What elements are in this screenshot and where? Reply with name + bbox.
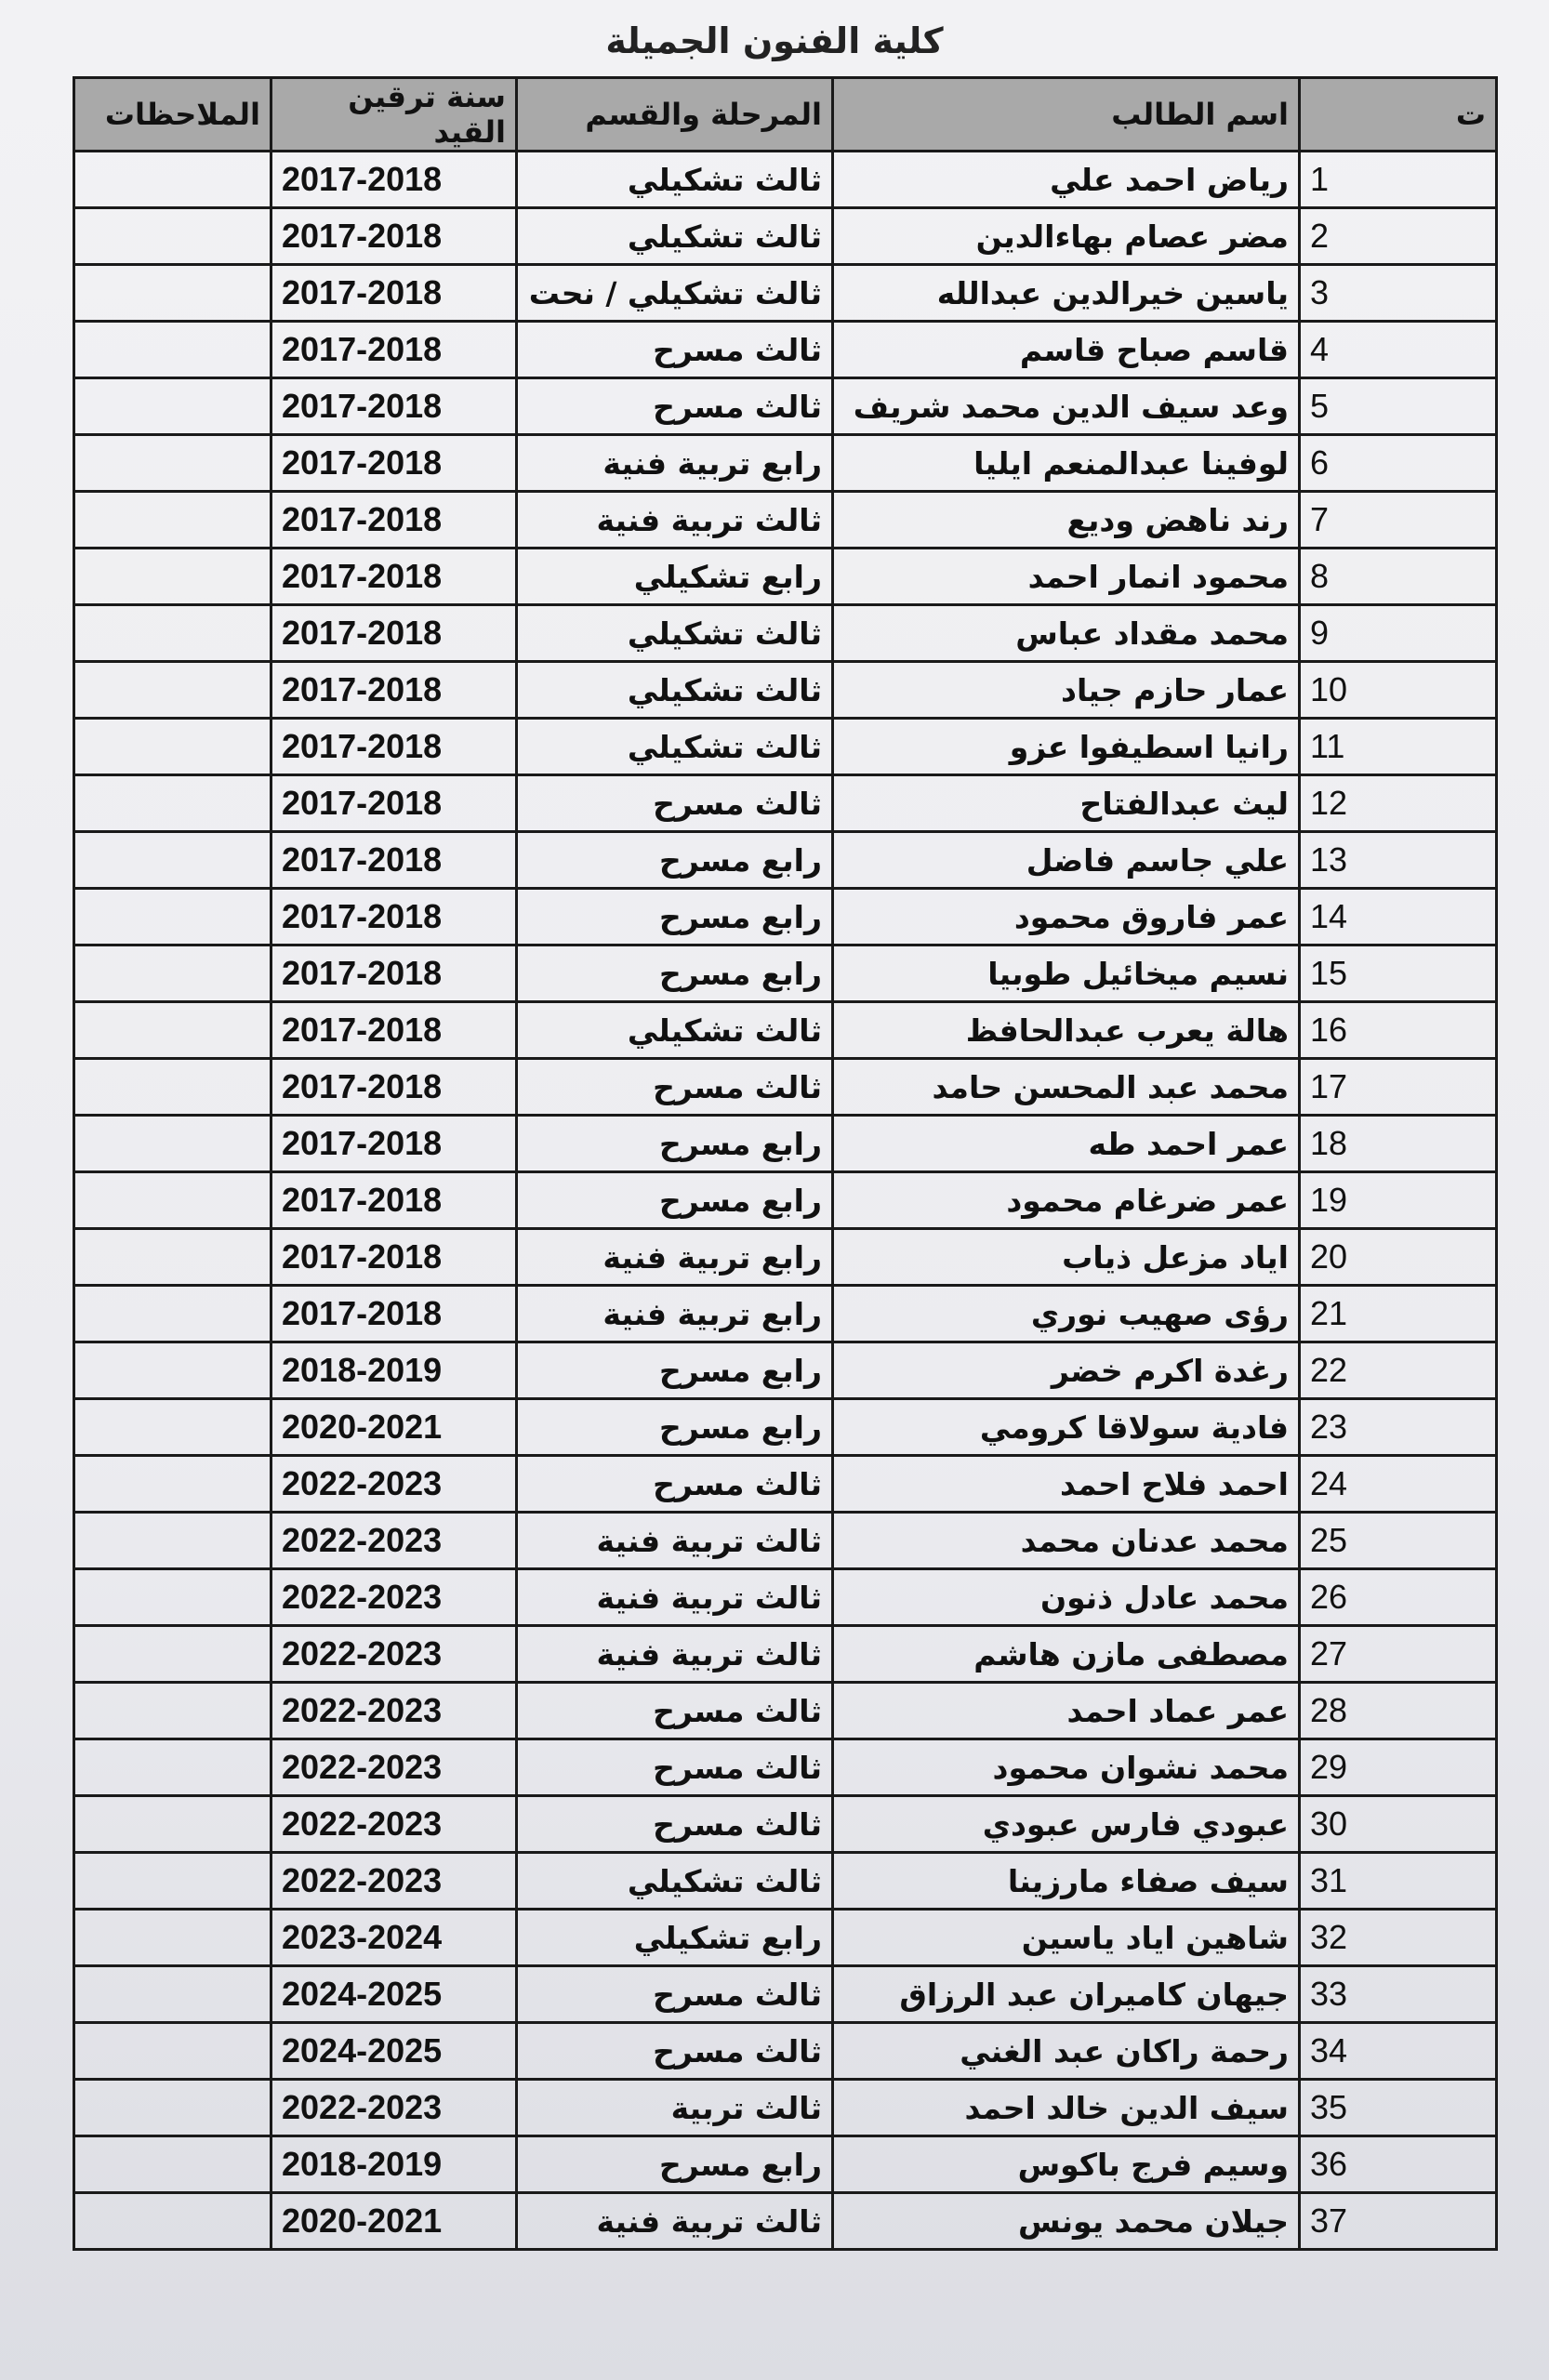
cell-name: مضر عصام بهاءالدين: [833, 208, 1300, 265]
cell-year: 2017-2018: [271, 775, 517, 832]
header-stage: المرحلة والقسم: [517, 78, 833, 152]
cell-stage: ثالث تشكيلي: [517, 662, 833, 719]
cell-num: 5: [1300, 378, 1497, 435]
cell-year: 2018-2019: [271, 1342, 517, 1399]
table-row: [74, 1229, 1497, 1286]
cell-name: مصطفى مازن هاشم: [833, 1626, 1300, 1683]
cell-name: وسيم فرج باكوس: [833, 2136, 1300, 2193]
cell-name: عمر احمد طه: [833, 1116, 1300, 1172]
cell-year: 2017-2018: [271, 605, 517, 662]
cell-notes: [74, 662, 271, 719]
cell-notes: [74, 889, 271, 945]
cell-num: 13: [1300, 832, 1497, 889]
cell-name: جيهان كاميران عبد الرزاق: [833, 1966, 1300, 2023]
cell-year: 2017-2018: [271, 1059, 517, 1116]
table-row: [74, 605, 1497, 662]
cell-name: محمد مقداد عباس: [833, 605, 1300, 662]
cell-name: لوفينا عبدالمنعم ايليا: [833, 435, 1300, 492]
table-row: [74, 775, 1497, 832]
cell-stage: رابع مسرح: [517, 1342, 833, 1399]
cell-notes: [74, 1229, 271, 1286]
table-row: [74, 1116, 1497, 1172]
cell-notes: [74, 208, 271, 265]
cell-notes: [74, 2023, 271, 2080]
cell-notes: [74, 1399, 271, 1456]
cell-notes: [74, 832, 271, 889]
cell-num: 8: [1300, 549, 1497, 605]
table-row: [74, 1853, 1497, 1910]
cell-notes: [74, 1002, 271, 1059]
cell-num: 31: [1300, 1853, 1497, 1910]
cell-num: 35: [1300, 2080, 1497, 2136]
table-row: [74, 2080, 1497, 2136]
header-notes: الملاحظات: [74, 78, 271, 152]
cell-num: 11: [1300, 719, 1497, 775]
cell-stage: ثالث تشكيلي: [517, 152, 833, 208]
table-row: [74, 1626, 1497, 1683]
cell-num: 14: [1300, 889, 1497, 945]
cell-num: 34: [1300, 2023, 1497, 2080]
cell-num: 20: [1300, 1229, 1497, 1286]
cell-year: 2022-2023: [271, 1796, 517, 1853]
cell-name: عبودي فارس عبودي: [833, 1796, 1300, 1853]
cell-notes: [74, 1116, 271, 1172]
cell-num: 9: [1300, 605, 1497, 662]
cell-num: 37: [1300, 2193, 1497, 2250]
cell-year: 2017-2018: [271, 1229, 517, 1286]
cell-year: 2017-2018: [271, 549, 517, 605]
cell-name: سيف صفاء مارزينا: [833, 1853, 1300, 1910]
cell-stage: ثالث مسرح: [517, 1966, 833, 2023]
cell-notes: [74, 1172, 271, 1229]
table-row: [74, 1399, 1497, 1456]
table-row: [74, 2023, 1497, 2080]
cell-num: 12: [1300, 775, 1497, 832]
cell-notes: [74, 1626, 271, 1683]
cell-year: 2017-2018: [271, 945, 517, 1002]
table-row: [74, 945, 1497, 1002]
cell-year: 2022-2023: [271, 1626, 517, 1683]
cell-stage: رابع تربية فنية: [517, 1229, 833, 1286]
table-row: [74, 208, 1497, 265]
cell-num: 25: [1300, 1513, 1497, 1569]
cell-stage: ثالث تربية فنية: [517, 492, 833, 549]
cell-year: 2017-2018: [271, 435, 517, 492]
cell-stage: رابع تربية فنية: [517, 1286, 833, 1342]
cell-stage: ثالث تشكيلي: [517, 1853, 833, 1910]
cell-num: 36: [1300, 2136, 1497, 2193]
cell-num: 29: [1300, 1739, 1497, 1796]
cell-name: رؤى صهيب نوري: [833, 1286, 1300, 1342]
cell-name: سيف الدين خالد احمد: [833, 2080, 1300, 2136]
cell-num: 22: [1300, 1342, 1497, 1399]
cell-name: عمر عماد احمد: [833, 1683, 1300, 1739]
cell-num: 10: [1300, 662, 1497, 719]
table-row: [74, 1286, 1497, 1342]
cell-stage: ثالث تربية: [517, 2080, 833, 2136]
cell-name: رياض احمد علي: [833, 152, 1300, 208]
header-name: اسم الطالب: [833, 78, 1300, 152]
cell-stage: ثالث تشكيلي: [517, 605, 833, 662]
cell-name: رند ناهض وديع: [833, 492, 1300, 549]
cell-notes: [74, 2193, 271, 2250]
cell-year: 2017-2018: [271, 662, 517, 719]
table-row: [74, 152, 1497, 208]
cell-year: 2017-2018: [271, 1116, 517, 1172]
cell-notes: [74, 1683, 271, 1739]
cell-name: محمود انمار احمد: [833, 549, 1300, 605]
cell-notes: [74, 1910, 271, 1966]
cell-num: 26: [1300, 1569, 1497, 1626]
cell-stage: رابع مسرح: [517, 1116, 833, 1172]
cell-year: 2022-2023: [271, 1683, 517, 1739]
cell-name: عمر ضرغام محمود: [833, 1172, 1300, 1229]
cell-year: 2018-2019: [271, 2136, 517, 2193]
table-row: [74, 435, 1497, 492]
cell-num: 16: [1300, 1002, 1497, 1059]
cell-notes: [74, 1796, 271, 1853]
cell-num: 6: [1300, 435, 1497, 492]
cell-notes: [74, 435, 271, 492]
cell-year: 2020-2021: [271, 1399, 517, 1456]
table-row: [74, 1172, 1497, 1229]
cell-notes: [74, 549, 271, 605]
cell-year: 2023-2024: [271, 1910, 517, 1966]
cell-notes: [74, 1513, 271, 1569]
cell-notes: [74, 1739, 271, 1796]
cell-year: 2017-2018: [271, 719, 517, 775]
cell-stage: ثالث مسرح: [517, 322, 833, 378]
cell-notes: [74, 1342, 271, 1399]
cell-notes: [74, 1569, 271, 1626]
cell-name: محمد عادل ذنون: [833, 1569, 1300, 1626]
table-row: [74, 1569, 1497, 1626]
cell-stage: ثالث مسرح: [517, 2023, 833, 2080]
cell-num: 15: [1300, 945, 1497, 1002]
table-row: [74, 1910, 1497, 1966]
table-row: [74, 2193, 1497, 2250]
cell-name: ليث عبدالفتاح: [833, 775, 1300, 832]
cell-notes: [74, 2080, 271, 2136]
cell-name: عمر فاروق محمود: [833, 889, 1300, 945]
cell-notes: [74, 2136, 271, 2193]
cell-name: قاسم صباح قاسم: [833, 322, 1300, 378]
cell-stage: رابع مسرح: [517, 889, 833, 945]
cell-name: محمد عبد المحسن حامد: [833, 1059, 1300, 1116]
students-table: [73, 76, 1498, 2251]
cell-stage: رابع مسرح: [517, 1172, 833, 1229]
cell-notes: [74, 378, 271, 435]
cell-year: 2017-2018: [271, 152, 517, 208]
cell-stage: ثالث تربية فنية: [517, 1569, 833, 1626]
cell-name: شاهين اياد ياسين: [833, 1910, 1300, 1966]
table-row: [74, 1002, 1497, 1059]
cell-stage: ثالث تشكيلي: [517, 719, 833, 775]
cell-num: 17: [1300, 1059, 1497, 1116]
cell-num: 21: [1300, 1286, 1497, 1342]
cell-notes: [74, 1456, 271, 1513]
cell-name: عمار حازم جياد: [833, 662, 1300, 719]
cell-year: 2022-2023: [271, 1513, 517, 1569]
cell-notes: [74, 1286, 271, 1342]
cell-stage: ثالث مسرح: [517, 775, 833, 832]
table-header-row: [74, 78, 1497, 152]
cell-year: 2022-2023: [271, 1739, 517, 1796]
cell-stage: ثالث مسرح: [517, 1683, 833, 1739]
table-row: [74, 1683, 1497, 1739]
cell-notes: [74, 152, 271, 208]
cell-stage: رابع تشكيلي: [517, 549, 833, 605]
cell-name: رحمة راكان عبد الغني: [833, 2023, 1300, 2080]
cell-num: 3: [1300, 265, 1497, 322]
cell-notes: [74, 945, 271, 1002]
cell-name: هالة يعرب عبدالحافظ: [833, 1002, 1300, 1059]
table-row: [74, 719, 1497, 775]
cell-year: 2022-2023: [271, 1456, 517, 1513]
cell-year: 2017-2018: [271, 492, 517, 549]
table-row: [74, 1796, 1497, 1853]
table-row: [74, 1513, 1497, 1569]
cell-num: 32: [1300, 1910, 1497, 1966]
cell-year: 2017-2018: [271, 832, 517, 889]
cell-year: 2017-2018: [271, 265, 517, 322]
document-title: كلية الفنون الجميلة: [605, 20, 944, 61]
table-row: [74, 1342, 1497, 1399]
cell-name: رانيا اسطيفوا عزو: [833, 719, 1300, 775]
cell-num: 27: [1300, 1626, 1497, 1683]
table-row: [74, 1966, 1497, 2023]
cell-stage: رابع مسرح: [517, 945, 833, 1002]
cell-notes: [74, 1853, 271, 1910]
cell-year: 2017-2018: [271, 208, 517, 265]
cell-year: 2017-2018: [271, 322, 517, 378]
table-row: [74, 1739, 1497, 1796]
cell-name: فادية سولاقا كرومي: [833, 1399, 1300, 1456]
table-row: [74, 832, 1497, 889]
cell-notes: [74, 1966, 271, 2023]
cell-num: 2: [1300, 208, 1497, 265]
cell-year: 2022-2023: [271, 2080, 517, 2136]
table-row: [74, 2136, 1497, 2193]
cell-stage: ثالث مسرح: [517, 1456, 833, 1513]
cell-name: رغدة اكرم خضر: [833, 1342, 1300, 1399]
cell-stage: رابع مسرح: [517, 1399, 833, 1456]
cell-name: اياد مزعل ذياب: [833, 1229, 1300, 1286]
cell-notes: [74, 719, 271, 775]
cell-num: 4: [1300, 322, 1497, 378]
cell-notes: [74, 605, 271, 662]
cell-num: 18: [1300, 1116, 1497, 1172]
cell-stage: رابع مسرح: [517, 2136, 833, 2193]
cell-year: 2024-2025: [271, 1966, 517, 2023]
table-row: [74, 662, 1497, 719]
cell-num: 30: [1300, 1796, 1497, 1853]
cell-stage: ثالث تربية فنية: [517, 1626, 833, 1683]
cell-notes: [74, 265, 271, 322]
cell-stage: رابع تربية فنية: [517, 435, 833, 492]
cell-notes: [74, 322, 271, 378]
cell-notes: [74, 492, 271, 549]
cell-num: 28: [1300, 1683, 1497, 1739]
cell-name: ياسين خيرالدين عبدالله: [833, 265, 1300, 322]
cell-stage: ثالث مسرح: [517, 1059, 833, 1116]
cell-notes: [74, 775, 271, 832]
table-row: [74, 492, 1497, 549]
cell-num: 7: [1300, 492, 1497, 549]
cell-name: محمد نشوان محمود: [833, 1739, 1300, 1796]
header-year: سنة ترقين القيد: [271, 78, 517, 152]
table-row: [74, 889, 1497, 945]
cell-notes: [74, 1059, 271, 1116]
cell-year: 2022-2023: [271, 1569, 517, 1626]
cell-num: 1: [1300, 152, 1497, 208]
cell-year: 2017-2018: [271, 1172, 517, 1229]
cell-year: 2017-2018: [271, 1002, 517, 1059]
table-row: [74, 322, 1497, 378]
cell-year: 2024-2025: [271, 2023, 517, 2080]
table-row: [74, 265, 1497, 322]
table-row: [74, 378, 1497, 435]
cell-name: نسيم ميخائيل طوبيا: [833, 945, 1300, 1002]
cell-stage: ثالث تربية فنية: [517, 1513, 833, 1569]
cell-year: 2017-2018: [271, 1286, 517, 1342]
cell-num: 23: [1300, 1399, 1497, 1456]
cell-year: 2017-2018: [271, 378, 517, 435]
cell-stage: ثالث مسرح: [517, 1739, 833, 1796]
cell-num: 19: [1300, 1172, 1497, 1229]
cell-num: 24: [1300, 1456, 1497, 1513]
cell-stage: ثالث تشكيلي: [517, 1002, 833, 1059]
cell-name: محمد عدنان محمد: [833, 1513, 1300, 1569]
cell-year: 2022-2023: [271, 1853, 517, 1910]
cell-name: وعد سيف الدين محمد شريف: [833, 378, 1300, 435]
cell-stage: ثالث تشكيلي / نحت: [517, 265, 833, 322]
cell-stage: رابع تشكيلي: [517, 1910, 833, 1966]
cell-stage: رابع مسرح: [517, 832, 833, 889]
cell-name: علي جاسم فاضل: [833, 832, 1300, 889]
cell-stage: ثالث مسرح: [517, 1796, 833, 1853]
table-row: [74, 1059, 1497, 1116]
cell-num: 33: [1300, 1966, 1497, 2023]
cell-stage: ثالث تربية فنية: [517, 2193, 833, 2250]
cell-year: 2020-2021: [271, 2193, 517, 2250]
cell-name: جيلان محمد يونس: [833, 2193, 1300, 2250]
cell-year: 2017-2018: [271, 889, 517, 945]
cell-stage: ثالث تشكيلي: [517, 208, 833, 265]
cell-name: احمد فلاح احمد: [833, 1456, 1300, 1513]
header-num: ت: [1300, 78, 1497, 152]
cell-stage: ثالث مسرح: [517, 378, 833, 435]
table-row: [74, 549, 1497, 605]
table-row: [74, 1456, 1497, 1513]
